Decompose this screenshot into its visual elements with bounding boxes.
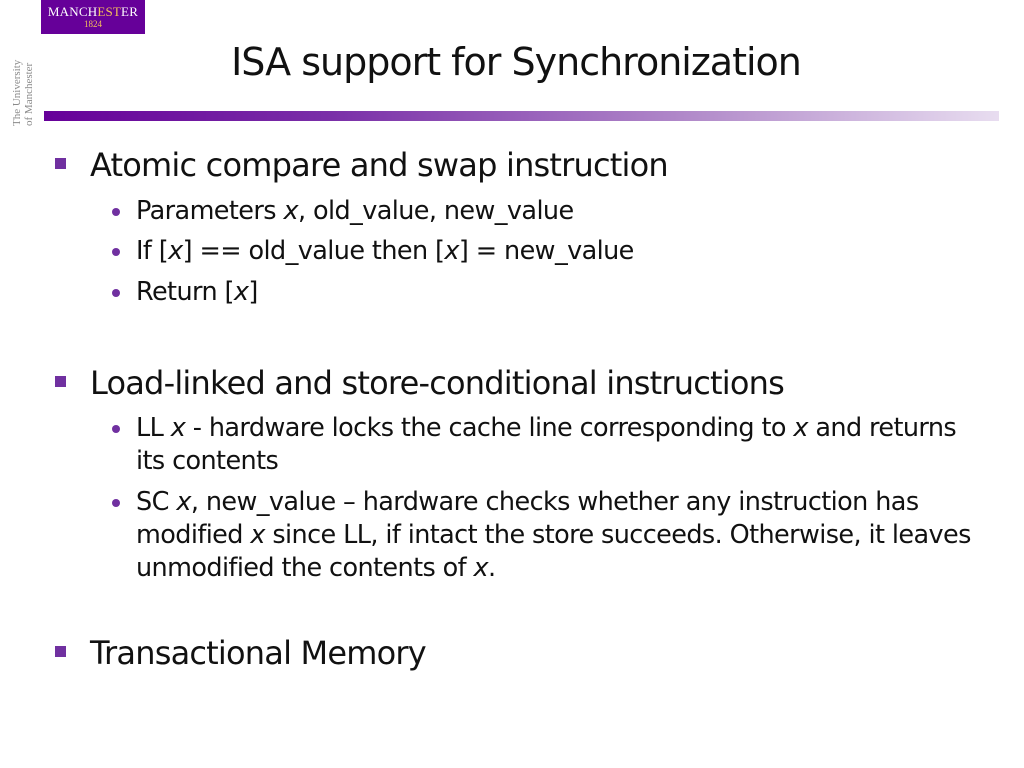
bullet-square-icon bbox=[55, 646, 66, 657]
bullet-dot-icon bbox=[112, 425, 120, 433]
bullet-dot-icon bbox=[112, 499, 120, 507]
logo-wordmark-est: EST bbox=[97, 4, 122, 19]
university-name-line2: of Manchester bbox=[23, 62, 35, 126]
bullet-item-tm: Transactional Memory bbox=[90, 634, 426, 672]
bullet-item-llsc: Load-linked and store-conditional instructions bbox=[90, 364, 785, 402]
logo-wordmark-post: ER bbox=[121, 4, 139, 19]
sub-bullet-sc: SC x, new_value – hardware checks whether any instruction has modified x since LL, if intact the store succeeds. Otherwise, it leaves unmodified the contents of x. bbox=[136, 487, 971, 583]
logo-wordmark-pre: MANCH bbox=[47, 4, 98, 19]
sub-bullet-parameters: Parameters x, old_value, new_value bbox=[136, 196, 574, 226]
sub-bullet-ll: LL x - hardware locks the cache line corresponding to x and returns its contents bbox=[136, 413, 957, 476]
university-name-line1: The University bbox=[11, 59, 23, 126]
bullet-square-icon bbox=[55, 376, 66, 387]
bullet-dot-icon bbox=[112, 289, 120, 297]
sub-bullet-if: If [x] == old_value then [x] = new_value bbox=[136, 236, 634, 266]
bullet-item-cas: Atomic compare and swap instruction bbox=[90, 146, 668, 184]
bullet-square-icon bbox=[55, 158, 66, 169]
slide-title: ISA support for Synchronization bbox=[231, 40, 801, 84]
logo-year: 1824 bbox=[84, 19, 102, 29]
bullet-dot-icon bbox=[112, 248, 120, 256]
bullet-dot-icon bbox=[112, 208, 120, 216]
sub-bullet-return: Return [x] bbox=[136, 277, 258, 307]
